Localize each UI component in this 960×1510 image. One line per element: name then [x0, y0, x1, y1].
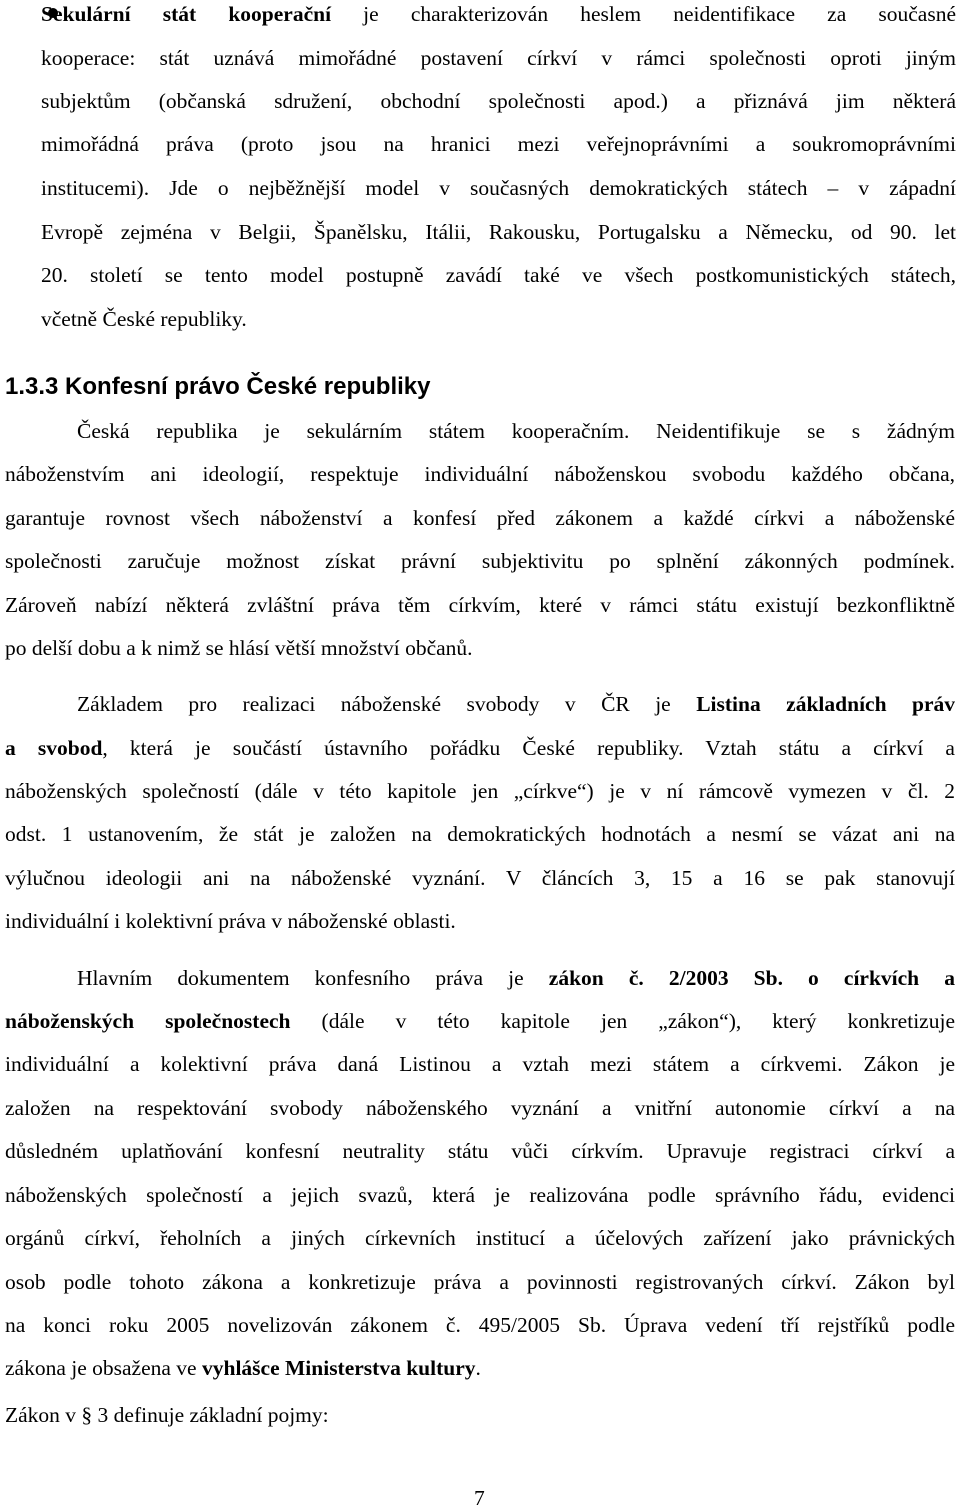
paragraph-line: důsledném uplatňování konfesní neutrality státu vůči církvím. Upravuje registraci církví a: [5, 1139, 955, 1163]
paragraph-line: náboženských společností a jejich svazů, která je realizována podle správního řádu, evidenci: [5, 1183, 955, 1207]
paragraph-line: odst. 1 ustanovením, že stát je založen na demokratických hodnotách a nesmí se vázat ani na: [5, 822, 955, 846]
paragraph-line: Česká republika je sekulárním státem kooperačním. Neidentifikuje se s žádným: [77, 419, 955, 443]
bullet-line: Sekulární stát kooperační je charakterizován heslem neidentifikace za současné: [41, 2, 956, 26]
bold-reference: náboženských společnostech: [5, 1009, 291, 1033]
bullet-line: Evropě zejména v Belgii, Španělsku, Itálii, Rakousku, Portugalsku a Německu, od 90. let: [41, 220, 956, 244]
paragraph-line: náboženských společností (dále v této kapitole jen „církve“) je v ní rámcově vymezen v čl. 2: [5, 779, 955, 803]
paragraph-line: na konci roku 2005 novelizován zákonem č. 495/2005 Sb. Úprava vedení tří rejstříků podle: [5, 1313, 955, 1337]
paragraph-line: náboženstvím ani ideologií, respektuje individuální náboženskou svobodu každého občana,: [5, 462, 955, 486]
section-heading: 1.3.3 Konfesní právo České republiky: [5, 373, 431, 400]
definitions-intro: Zákon v § 3 definuje základní pojmy:: [5, 1403, 329, 1427]
paragraph-line: individuální a kolektivní práva daná Listinou a vztah mezi státem a církvemi. Zákon je: [5, 1052, 955, 1076]
paragraph-line: individuální i kolektivní práva v náboženské oblasti.: [5, 909, 456, 933]
bold-term: Sekulární stát kooperační: [41, 2, 332, 26]
bullet-line: kooperace: stát uznává mimořádné postavení církví v rámci společnosti oproti jiným: [41, 46, 956, 70]
paragraph-line: zákona je obsažena ve vyhlášce Ministerstva kultury.: [5, 1356, 481, 1380]
paragraph-line: osob podle tohoto zákona a konkretizuje práva a povinnosti registrovaných církví. Zákon byl: [5, 1270, 955, 1294]
paragraph-line: Základem pro realizaci náboženské svobody v ČR je Listina základních práv: [77, 692, 956, 716]
paragraph-line: společnosti zaručuje možnost získat právní subjektivitu po splnění zákonných podmínek.: [5, 549, 955, 573]
paragraph-line: a svobod, která je součástí ústavního pořádku České republiky. Vztah státu a církví a: [5, 736, 955, 760]
paragraph-line: založen na respektování svobody náboženského vyznání a vnitřní autonomie církví a na: [5, 1096, 955, 1120]
bullet-line: včetně České republiky.: [41, 307, 247, 331]
paragraph-line: Hlavním dokumentem konfesního práva je zákon č. 2/2003 Sb. o církvích a: [77, 966, 955, 990]
bold-reference: vyhlášce Ministerstva kultury: [201, 1356, 476, 1380]
bullet-line: institucemi). Jde o nejběžnější model v současných demokratických státech – v západní: [41, 176, 956, 200]
bullet-line: 20. století se tento model postupně zavádí také ve všech postkomunistických státech,: [41, 263, 956, 287]
bold-reference: Listina základních práv: [696, 692, 956, 716]
page-number: 7: [474, 1486, 485, 1510]
bullet-line: subjektům (občanská sdružení, obchodní společnosti apod.) a přiznává jim některá: [41, 89, 956, 113]
paragraph-line: výlučnou ideologii ani na náboženské vyznání. V článcích 3, 15 a 16 se pak stanovují: [5, 866, 955, 890]
bold-reference: zákon č. 2/2003 Sb. o církvích a: [548, 966, 955, 990]
paragraph-line: orgánů církví, řeholních a jiných církevních institucí a účelových zařízení jako právnických: [5, 1226, 955, 1250]
bullet-line: mimořádná práva (proto jsou na hranici mezi veřejnoprávními a soukromoprávními: [41, 132, 956, 156]
paragraph-line: náboženských společnostech (dále v této kapitole jen „zákon“), který konkretizuje: [5, 1009, 955, 1033]
paragraph-line: po delší dobu a k nimž se hlásí větší množství občanů.: [5, 636, 473, 660]
paragraph-line: Zároveň nabízí některá zvláštní práva těm církvím, které v rámci státu existují bezkonfliktně: [5, 593, 955, 617]
bold-reference: a svobod: [5, 736, 103, 760]
paragraph-line: garantuje rovnost všech náboženství a konfesí před zákonem a každé církvi a náboženské: [5, 506, 955, 530]
